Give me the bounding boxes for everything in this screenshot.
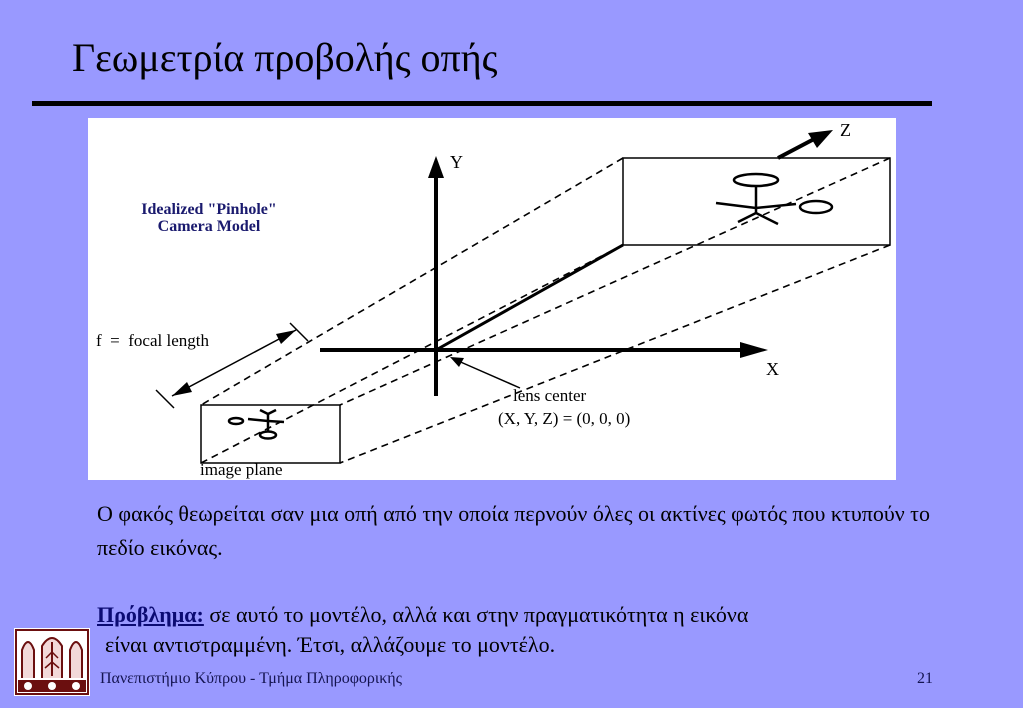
slide-title: Γεωμετρία προβολής οπής	[72, 35, 498, 80]
problem-label: Πρόβλημα:	[97, 602, 204, 627]
lens-coordinates-label: (X, Y, Z) = (0, 0, 0)	[498, 409, 631, 428]
lens-center-pointer	[456, 360, 520, 388]
focal-arrow-right	[276, 330, 296, 344]
lens-center-label: lens center	[513, 386, 587, 405]
explanation-paragraph: Ο φακός θεωρείται σαν μια οπή από την οποία περνούν όλες οι ακτίνες φωτός που κτυπούν το πεδίο εικόνας.	[97, 501, 931, 560]
footer-text: Πανεπιστήμιο Κύπρου - Τμήμα Πληροφορικής	[100, 670, 402, 687]
model-title-line1: Idealized "Pinhole"	[141, 201, 277, 218]
z-axis-outer	[778, 138, 816, 158]
y-axis-label: Y	[450, 152, 463, 172]
page-number: 21	[917, 670, 933, 687]
x-axis-arrowhead	[740, 342, 768, 358]
focal-arrow-left	[172, 382, 192, 396]
problem-text-1: σε αυτό το μοντέλο, αλλά και στην πραγματικότητα η εικόνα	[203, 602, 749, 627]
problem-text-2: είναι αντιστραμμένη. Έτσι, αλλάζουμε το μοντέλο.	[105, 632, 556, 657]
problem-statement	[97, 600, 957, 660]
y-axis-arrowhead	[428, 156, 444, 178]
focal-length-label: f = focal length	[96, 331, 209, 350]
x-axis-label: X	[766, 359, 779, 379]
pinhole-camera-figure	[88, 118, 896, 480]
image-plane-label: image plane	[200, 460, 283, 479]
university-logo-icon	[14, 628, 90, 696]
pinhole-diagram	[88, 118, 896, 480]
model-title-line2: Camera Model	[157, 218, 261, 235]
problem-line-1	[97, 600, 957, 630]
title-underline	[32, 101, 932, 106]
z-axis-label: Z	[840, 120, 851, 140]
focal-tick-left	[156, 390, 174, 408]
z-axis-inner	[436, 245, 623, 350]
z-axis-arrowhead	[808, 130, 833, 148]
object-stick-figure	[716, 174, 832, 224]
